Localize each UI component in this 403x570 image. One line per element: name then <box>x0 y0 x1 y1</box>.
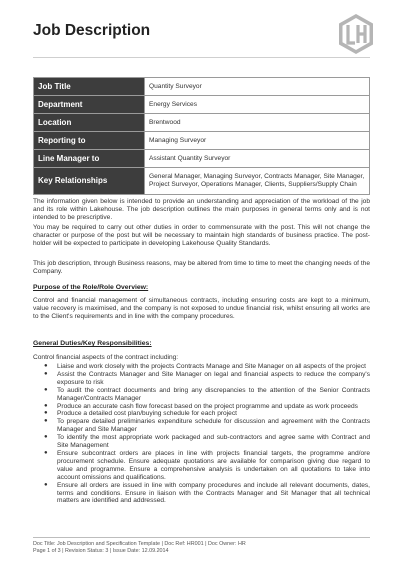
table-row <box>34 114 370 132</box>
table-row <box>34 150 370 168</box>
list-item <box>33 434 370 450</box>
list-item <box>33 418 370 434</box>
intro-paragraph: You may be required to carry out other duties in order to commensurate with the post. This will not change the character or purpose of the post but will be necessary to maintain high standards of business practice. The post-holder will be expected to participate in developing Lakehouse Quality Standards. <box>33 224 370 247</box>
table-row <box>34 132 370 150</box>
intro-paragraph: This job description, through Business reasons, may be altered from time to time to meet the changing needs of the Company. <box>33 260 370 275</box>
footer-divider <box>33 537 370 538</box>
list-item <box>33 403 370 411</box>
table-row <box>34 168 370 195</box>
footer-doc-info: Doc Title: Job Description and Specification Template | Doc Ref: HR001 | Doc Owner: HR <box>33 541 246 547</box>
table-row <box>34 96 370 114</box>
list-item <box>33 450 370 482</box>
bullet-icon: ● <box>44 370 48 377</box>
job-info-table <box>33 77 370 195</box>
bullet-icon: ● <box>44 363 48 369</box>
bullet-icon: ● <box>44 481 48 488</box>
row-label: Job Title <box>34 78 145 96</box>
intro-paragraph: The information given below is intended to provide an understanding and appreciation of the workload of the job and its role within Lakehouse. The job description outlines the main purposes in general terms only and is not intended to be prescriptive. <box>33 198 370 221</box>
row-label: Key Relationships <box>34 168 145 195</box>
list-item <box>33 363 370 371</box>
footer-page-info: Page 1 of 3 | Revision Status: 3 | Issue Date: 12.09.2014 <box>33 548 169 554</box>
bullet-icon: ● <box>44 402 48 409</box>
list-item-text: Ensure all orders are issued in line with company procedures and include all relevant documents, dates, terms and conditions. Ensure in liaison with the Contracts Manager and Sit Manager that all technical matters are identified and addressed. <box>57 481 370 505</box>
page-title: Job Description <box>33 22 151 39</box>
row-label: Location <box>34 114 145 132</box>
row-label: Department <box>34 96 145 114</box>
row-label: Line Manager to <box>34 150 145 168</box>
purpose-paragraph: Control and financial management of simultaneous contracts, including ensuring costs are kept to a minimum, value recovery is maximised, and the company is not exposed to undue financial risk, whilst ensuring all works are to the Client's requirements and in line with the company procedures. <box>33 297 370 320</box>
purpose-heading: Purpose of the Role/Role Overview: <box>33 284 149 291</box>
list-item-text: To identify the most appropriate work packaged and sub-contractors and agree same with Contract and Site Management <box>57 434 370 450</box>
row-value: General Manager, Managing Surveyor, Contracts Manager, Site Manager, Project Surveyor, Operations Manager, Clients, Suppliers/Supply Chain <box>145 168 370 195</box>
bullet-icon: ● <box>44 449 48 456</box>
list-item <box>33 482 370 506</box>
lakehouse-logo <box>336 12 376 56</box>
list-item <box>33 371 370 387</box>
list-item-text: To prepare detailed preliminaries expenditure schedule for discussion and agreement with the Contracts Manager and Site Manager <box>57 418 370 434</box>
row-value: Quantity Surveyor <box>145 78 370 96</box>
list-item <box>33 387 370 403</box>
row-label: Reporting to <box>34 132 145 150</box>
bullet-icon: ● <box>44 434 48 441</box>
table-row <box>34 78 370 96</box>
responsibilities-list <box>33 363 370 505</box>
list-item-text: Ensure subcontract orders are places in line with projects financial targets, the programme and/ore procurement schedule. Ensure adequate quotations are available for comparison giving due regard to value and programme. Ensure a comprehensive analysis is undertaken on all quotations to take into account omissions and qualifications. <box>57 449 370 481</box>
list-item-text: Produce a detailed cost plan/buying schedule for each project <box>57 410 237 418</box>
row-value: Brentwood <box>145 114 370 132</box>
bullet-icon: ● <box>44 418 48 425</box>
list-item <box>33 410 370 418</box>
list-item-text: Produce an accurate cash flow forecast based on the project programme and update as work proceeds <box>57 402 358 410</box>
list-item-text: To audit the contract documents and bring any discrepancies to the attention of the Senior Contracts Manager/Contracts Manager <box>57 386 370 402</box>
responsibilities-heading: General Duties/Key Responsibilities: <box>33 340 152 347</box>
bullet-icon: ● <box>44 386 48 393</box>
title-divider <box>33 57 370 58</box>
bullet-icon: ● <box>44 410 48 417</box>
row-value: Assistant Quantity Surveyor <box>145 150 370 168</box>
row-value: Managing Surveyor <box>145 132 370 150</box>
row-value: Energy Services <box>145 96 370 114</box>
responsibilities-intro: Control financial aspects of the contract including: <box>33 354 179 361</box>
list-item-text: Assist the Contracts Manager and Site Manager on legal and financial aspects to reduce the company's exposure to risk <box>57 370 370 386</box>
list-item-text: Liaise and work closely with the projects Contracts Manage and Site Manager on all aspects of the project <box>57 363 366 370</box>
